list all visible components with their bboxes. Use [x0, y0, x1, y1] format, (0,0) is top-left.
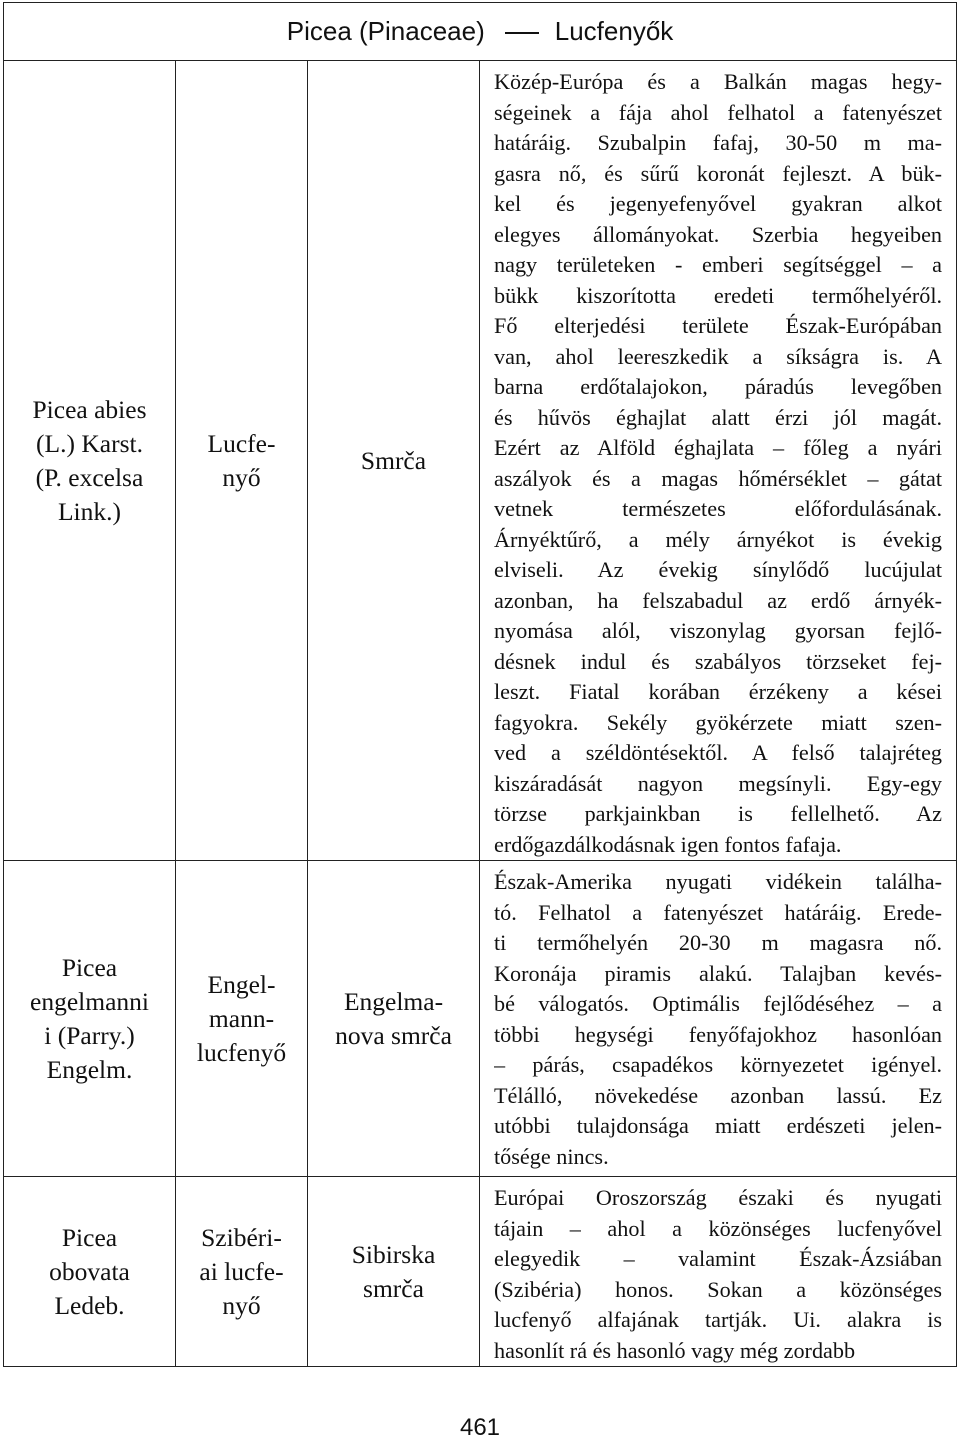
- description-line: Árnyéktűrő, a mély árnyékot is évekig: [494, 526, 943, 552]
- page-number: 461: [459, 1414, 501, 1441]
- genus-title: Picea (Pinaceae): [286, 16, 485, 46]
- serbian-name-cell: [308, 861, 480, 1177]
- hungarian-name-cell: [176, 61, 308, 861]
- latin-name-line: engelmanni: [30, 986, 149, 1016]
- hungarian-name-line: Engel-: [207, 969, 276, 999]
- hungarian-name-line: nyő: [222, 1290, 261, 1320]
- description-line: Európai Oroszország északi és nyugati: [494, 1185, 943, 1210]
- description-line: nyomása alól, viszonylag gyorsan fejlő-: [494, 618, 943, 643]
- description-line: azonban, ha felszabadul az erdő árnyék-: [494, 587, 943, 613]
- description-line: többi hegységi fenyőfajokhoz hasonlóan: [494, 1021, 943, 1047]
- description-line: vetnek természetes előfordulásának.: [494, 496, 943, 521]
- serbian-name-cell: [308, 1177, 480, 1367]
- description-line: van, ahol leereszkedik a síkságra is. A: [494, 343, 943, 369]
- description-line: ti termőhelyén 20-30 m magasra nő.: [494, 930, 943, 955]
- serbian-name-cell: [308, 61, 480, 861]
- description-line: désnek indul és szabályos törzseket fej-: [494, 648, 943, 674]
- description-line: tájain – ahol a közönséges lucfenyővel: [494, 1215, 943, 1241]
- hungarian-name-cell: [176, 1177, 308, 1367]
- description-line: kel és jegenyefenyővel gyakran alkot: [494, 191, 943, 216]
- description-line: ségeinek a fája ahol felhatol a fatenyészet: [494, 99, 943, 125]
- latin-name-line: i (Parry.): [44, 1020, 135, 1050]
- description-line: elegyedik – valamint Észak-Ázsiában: [494, 1246, 943, 1271]
- description-line: Koronája piramis alakú. Talajban kevés-: [494, 960, 943, 986]
- description-line: tó. Felhatol a fatenyészet határáig. Erede-: [494, 899, 943, 925]
- description-cell: [480, 1177, 957, 1367]
- table-row: [4, 61, 957, 861]
- latin-name-cell: [4, 61, 176, 861]
- description-line: aszályok és a magas hőmérséklet – gátat: [494, 465, 943, 491]
- latin-name-line: Picea: [61, 1222, 118, 1252]
- hungarian-name-line: mann-: [208, 1003, 275, 1033]
- latin-name-line: Engelm.: [46, 1054, 133, 1084]
- latin-name-line: Picea: [61, 952, 118, 982]
- table-header-row: [4, 3, 957, 61]
- description-line: Észak-Amerika nyugati vidékein találha-: [494, 869, 943, 894]
- description-line: Ezért az Alföld éghajlata – főleg a nyári: [494, 435, 943, 460]
- description-line: kiszáradását nagyon megsínyli. Egy-egy: [494, 770, 943, 796]
- latin-name-line: Link.): [57, 496, 122, 526]
- hungarian-name-line: lucfenyő: [196, 1037, 287, 1067]
- description-line: elviseli. Az évekig sínylődő lucújulat: [494, 557, 943, 582]
- description-line: és hűvös éghajlat alatt érzi jól magát.: [494, 404, 943, 430]
- description-line: utóbbi tulajdonsága miatt erdészeti jelen-: [494, 1113, 943, 1138]
- description-line: bükk kiszorította eredeti termőhelyéről.: [494, 282, 943, 308]
- description-line: – párás, csapadékos környezetet igényel.: [494, 1052, 943, 1077]
- description-line: erdőgazdálkodásnak igen fontos fafaja.: [494, 831, 842, 857]
- description-line: ved a széldöntésektől. A felső talajréteg: [494, 740, 943, 765]
- serbian-name-line: Engelma-: [343, 986, 444, 1016]
- latin-name-line: Ledeb.: [54, 1290, 125, 1320]
- serbian-name-line: Sibirska: [351, 1239, 436, 1269]
- genus-header: [4, 3, 957, 61]
- latin-name-cell: [4, 1177, 176, 1367]
- hungarian-name-line: Lucfe-: [207, 428, 276, 458]
- description-line: lucfenyő alfajának tartják. Ui. alakra is: [494, 1307, 943, 1332]
- description-line: Közép-Európa és a Balkán magas hegy-: [494, 69, 943, 94]
- description-line: határáig. Szubalpin fafaj, 30-50 m ma-: [494, 130, 943, 155]
- description-line: leszt. Fiatal korában érzékeny a kései: [494, 679, 943, 704]
- serbian-name-line: nova smrča: [335, 1020, 452, 1050]
- table-row: [4, 861, 957, 1177]
- description-line: törzse parkjainkban is fellelhető. Az: [494, 801, 943, 826]
- description-line: tősége nincs.: [494, 1143, 609, 1169]
- description-line: (Szibéria) honos. Sokan a közönséges: [494, 1276, 943, 1302]
- description-line: Télálló, növekedése azonban lassú. Ez: [494, 1082, 943, 1108]
- hungarian-name-line: Szibéri-: [201, 1222, 282, 1252]
- latin-name-cell: [4, 861, 176, 1177]
- hungarian-name-cell: [176, 861, 308, 1177]
- description-line: bé válogatós. Optimális fejlődéséhez – a: [494, 991, 943, 1016]
- description-line: hasonlít rá és hasonló vagy még zordabb: [494, 1337, 856, 1363]
- genus-common-name: Lucfenyők: [554, 16, 674, 46]
- serbian-name-line: Smrča: [360, 445, 427, 475]
- latin-name-line: (L.) Karst.: [36, 428, 143, 458]
- description-line: fagyokra. Sekély gyökérzete miatt szen-: [494, 709, 943, 735]
- description-line: gasra nő, és sűrű koronát fejleszt. A bük-: [494, 160, 943, 186]
- latin-name-line: obovata: [49, 1256, 130, 1286]
- description-line: barna erdőtalajokon, páradús levegőben: [494, 374, 943, 399]
- description-cell: [480, 61, 957, 861]
- description-line: Fő elterjedési területe Észak-Európában: [494, 313, 943, 338]
- description-line: elegyes állományokat. Szerbia hegyeiben: [494, 221, 943, 247]
- description-line: nagy területeken - emberi segítséggel – a: [494, 252, 943, 277]
- serbian-name-line: smrča: [363, 1273, 424, 1303]
- latin-name-line: (P. excelsa: [35, 462, 144, 492]
- table-row: [4, 1177, 957, 1367]
- latin-name-line: Picea abies: [32, 394, 147, 424]
- description-cell: [480, 861, 957, 1177]
- dash-separator: [505, 32, 539, 34]
- hungarian-name-line: ai lucfe-: [199, 1256, 284, 1286]
- hungarian-name-line: nyő: [222, 462, 261, 492]
- species-table: [3, 2, 957, 1367]
